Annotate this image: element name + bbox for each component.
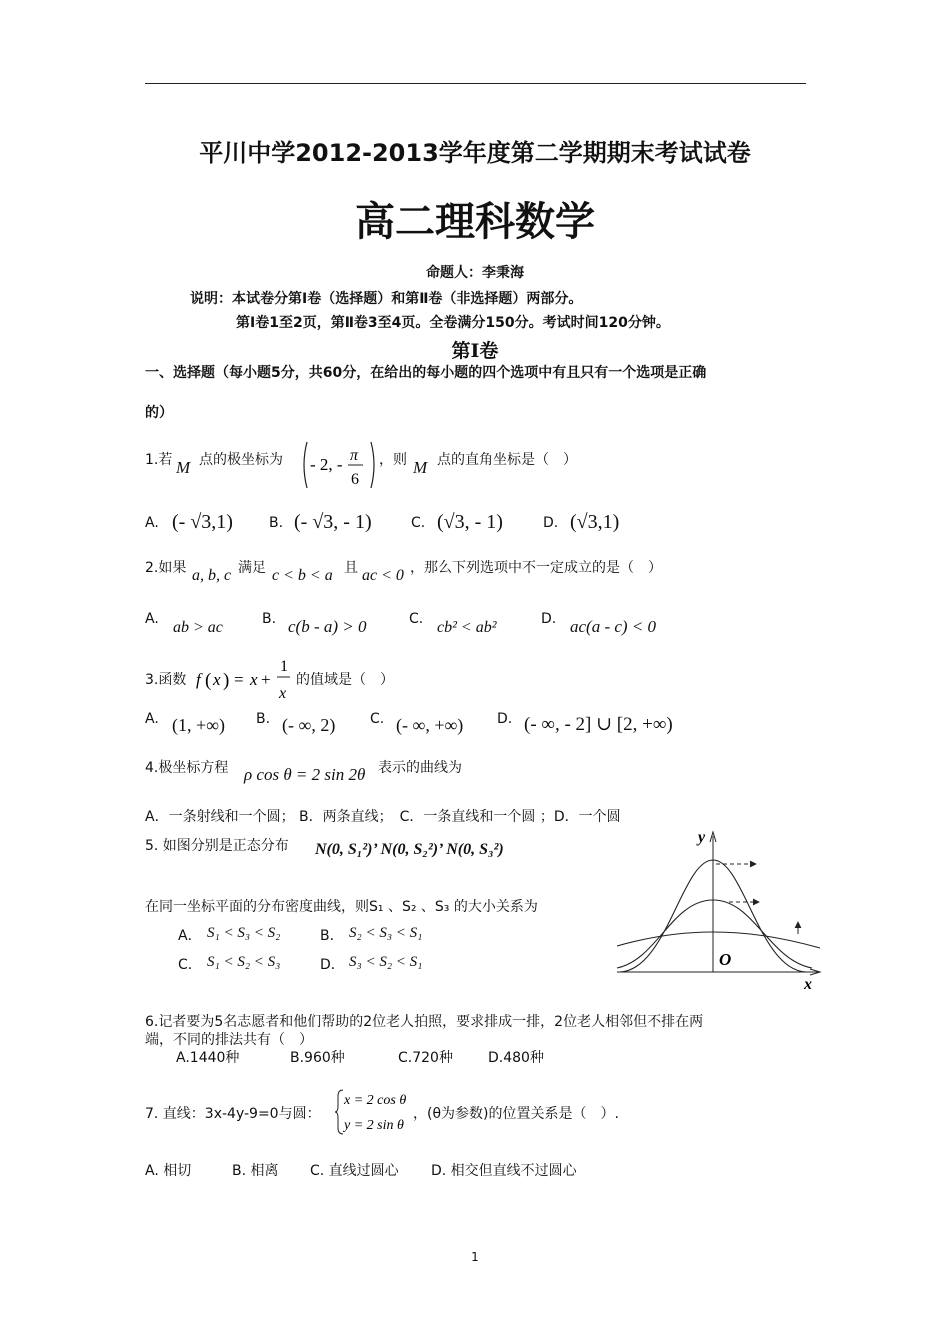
q7-prefix: 7. 直线：3x-4y-9=0与圆： <box>145 1106 321 1122</box>
q5-option-a-label: A． <box>178 928 202 944</box>
origin-label: O <box>719 950 732 969</box>
note-line-1: 说明：本试卷分第Ⅰ卷（选择题）和第Ⅱ卷（非选择题）两部分。 <box>190 291 583 307</box>
q1-option-c-label: C. <box>411 515 426 531</box>
q3-option-a-label: A. <box>145 711 159 727</box>
q5-option-c-value: S₁ < S₂ < S₃ <box>207 954 281 970</box>
q3-prefix: 3.函数 <box>145 672 187 688</box>
svg-text:x: x <box>279 685 287 702</box>
q2-vars: a, b, c <box>192 567 232 584</box>
q5-option-c-label: C． <box>178 957 202 973</box>
q6-option-b: B.960种 <box>290 1050 345 1066</box>
q1-polar-coordinate <box>299 438 379 492</box>
q5-normal-curves-figure <box>612 822 824 994</box>
svg-text:): ) <box>223 670 230 691</box>
q1-text-1: 点的极坐标为 <box>199 452 283 468</box>
svg-text:1: 1 <box>280 658 288 675</box>
q2-prefix: 2.如果 <box>145 560 187 576</box>
q5-option-b-label: B． <box>320 928 344 944</box>
q1-option-b-label: B. <box>269 515 284 531</box>
q1-option-a-label: A. <box>145 515 159 531</box>
svg-text:6: 6 <box>351 471 359 488</box>
svg-text:x = 2 cos θ: x = 2 cos θ <box>344 1093 407 1108</box>
q5-option-d-label: D． <box>320 957 345 973</box>
q1-option-a-value: (- √3,1) <box>172 511 233 533</box>
q7-option-b: B. 相离 <box>232 1163 279 1179</box>
exam-title: 平川中学2012-2013学年度第二学期期末考试试卷 <box>199 139 751 167</box>
q2-option-a-label: A. <box>145 611 159 627</box>
q2-text-2: 且 <box>344 560 358 576</box>
q1-option-d-label: D. <box>543 515 559 531</box>
q3-option-d-label: D. <box>497 711 513 727</box>
svg-text:- 2, -: - 2, - <box>310 455 343 474</box>
q7-option-c: C. 直线过圆心 <box>310 1163 399 1179</box>
q3-text: 的值域是（ ） <box>296 672 394 688</box>
subject-title: 高二理科数学 <box>355 198 595 245</box>
svg-text:+: + <box>261 670 271 689</box>
q2-text-1: 满足 <box>238 560 266 576</box>
y-axis-label: y <box>698 829 706 846</box>
q5-option-a-value: S₁ < S₃ < S₂ <box>207 925 281 941</box>
q1-text-3: 点的直角坐标是（ ） <box>437 452 577 468</box>
curve-wide <box>617 932 820 948</box>
q6-option-c: C.720种 <box>398 1050 453 1066</box>
q1-var-m: M <box>176 458 191 477</box>
section-heading-line1: 一、选择题（每小题5分，共60分，在给出的每小题的四个选项中有且只有一个选项是正确 <box>145 365 707 381</box>
q3-option-b-value: (- ∞, 2) <box>282 715 336 735</box>
q5-option-b-value: S₂ < S₃ < S₁ <box>349 925 423 941</box>
q1-text-2: ，则 <box>379 452 407 468</box>
q2-option-c-value: cb² < ab² <box>437 619 497 636</box>
svg-text:=: = <box>234 670 244 689</box>
svg-text:x: x <box>250 670 258 689</box>
q6-line2: 端，不同的排法共有（ ） <box>145 1032 313 1048</box>
section-heading-line2: 的） <box>145 405 173 421</box>
svg-text:f: f <box>196 670 201 689</box>
q7-option-a: A. 相切 <box>145 1163 192 1179</box>
q6-option-a: A.1440种 <box>176 1050 240 1066</box>
author-line: 命题人：李秉海 <box>426 265 524 281</box>
q2-condition-1: c < b < a <box>272 567 333 584</box>
q2-option-b-value: c(b - a) > 0 <box>288 617 367 636</box>
q1-option-d-value: (√3,1) <box>570 511 620 533</box>
q2-condition-2: ac < 0 <box>362 567 404 584</box>
q3-option-b-label: B. <box>256 711 271 727</box>
q4-equation: ρ cos θ = 2 sin 2θ <box>244 765 366 784</box>
q4-options: A．一条射线和一个圆； B．两条直线； C．一条直线和一个圆 ；D．一个圆 <box>145 809 621 825</box>
q3-option-c-label: C. <box>370 711 385 727</box>
q2-option-a-value: ab > ac <box>173 619 223 636</box>
q7-text: ，(θ为参数)的位置关系是（ ）. <box>413 1106 619 1122</box>
note-line-2: 第Ⅰ卷1至2页，第Ⅱ卷3至4页。全卷满分150分。考试时间120分钟。 <box>236 315 670 331</box>
q3-option-a-value: (1, +∞) <box>172 715 225 735</box>
q4-text: 表示的曲线为 <box>378 760 462 776</box>
q7-option-d: D. 相交但直线不过圆心 <box>431 1163 577 1179</box>
q2-option-d-value: ac(a - c) < 0 <box>570 617 657 636</box>
header-rule <box>145 83 806 84</box>
svg-text:π: π <box>350 447 359 464</box>
q7-parametric-system <box>335 1086 415 1138</box>
q1-var-m2: M <box>413 458 428 477</box>
q3-option-c-value: (- ∞, +∞) <box>396 715 464 735</box>
page-number: 1 <box>471 1250 479 1264</box>
x-axis-label: x <box>804 976 812 993</box>
q4-prefix: 4.极坐标方程 <box>145 760 229 776</box>
svg-text:x: x <box>213 670 221 689</box>
q1-option-c-value: (√3, - 1) <box>437 511 503 533</box>
q5-distributions: N(0, S₁²)’ N(0, S₂²)’ N(0, S₃²) <box>315 841 504 858</box>
q6-option-d: D.480种 <box>488 1050 544 1066</box>
q5-prefix: 5. 如图分别是正态分布 <box>145 838 289 854</box>
q3-function <box>194 655 296 703</box>
q3-option-d-value: (- ∞, - 2] ∪ [2, +∞) <box>524 714 673 735</box>
q2-option-c-label: C. <box>409 611 424 627</box>
q1-option-b-value: (- √3, - 1) <box>294 511 372 533</box>
q1-prefix: 1.若 <box>145 452 173 468</box>
svg-text:y = 2 sin θ: y = 2 sin θ <box>344 1118 404 1133</box>
q2-option-d-label: D. <box>541 611 557 627</box>
q6-line1: 6.记者要为5名志愿者和他们帮助的2位老人拍照，要求排成一排，2位老人相邻但不排在两 <box>145 1014 704 1030</box>
q5-option-d-value: S₃ < S₂ < S₁ <box>349 954 423 970</box>
q2-text-3: ，那么下列选项中不一定成立的是（ ） <box>410 560 662 576</box>
volume-heading: 第Ⅰ卷 <box>451 340 499 362</box>
svg-text:(: ( <box>205 670 212 691</box>
q5-text: 在同一坐标平面的分布密度曲线，则S₁ 、S₂ 、S₃ 的大小关系为 <box>145 899 538 915</box>
q2-option-b-label: B. <box>262 611 277 627</box>
